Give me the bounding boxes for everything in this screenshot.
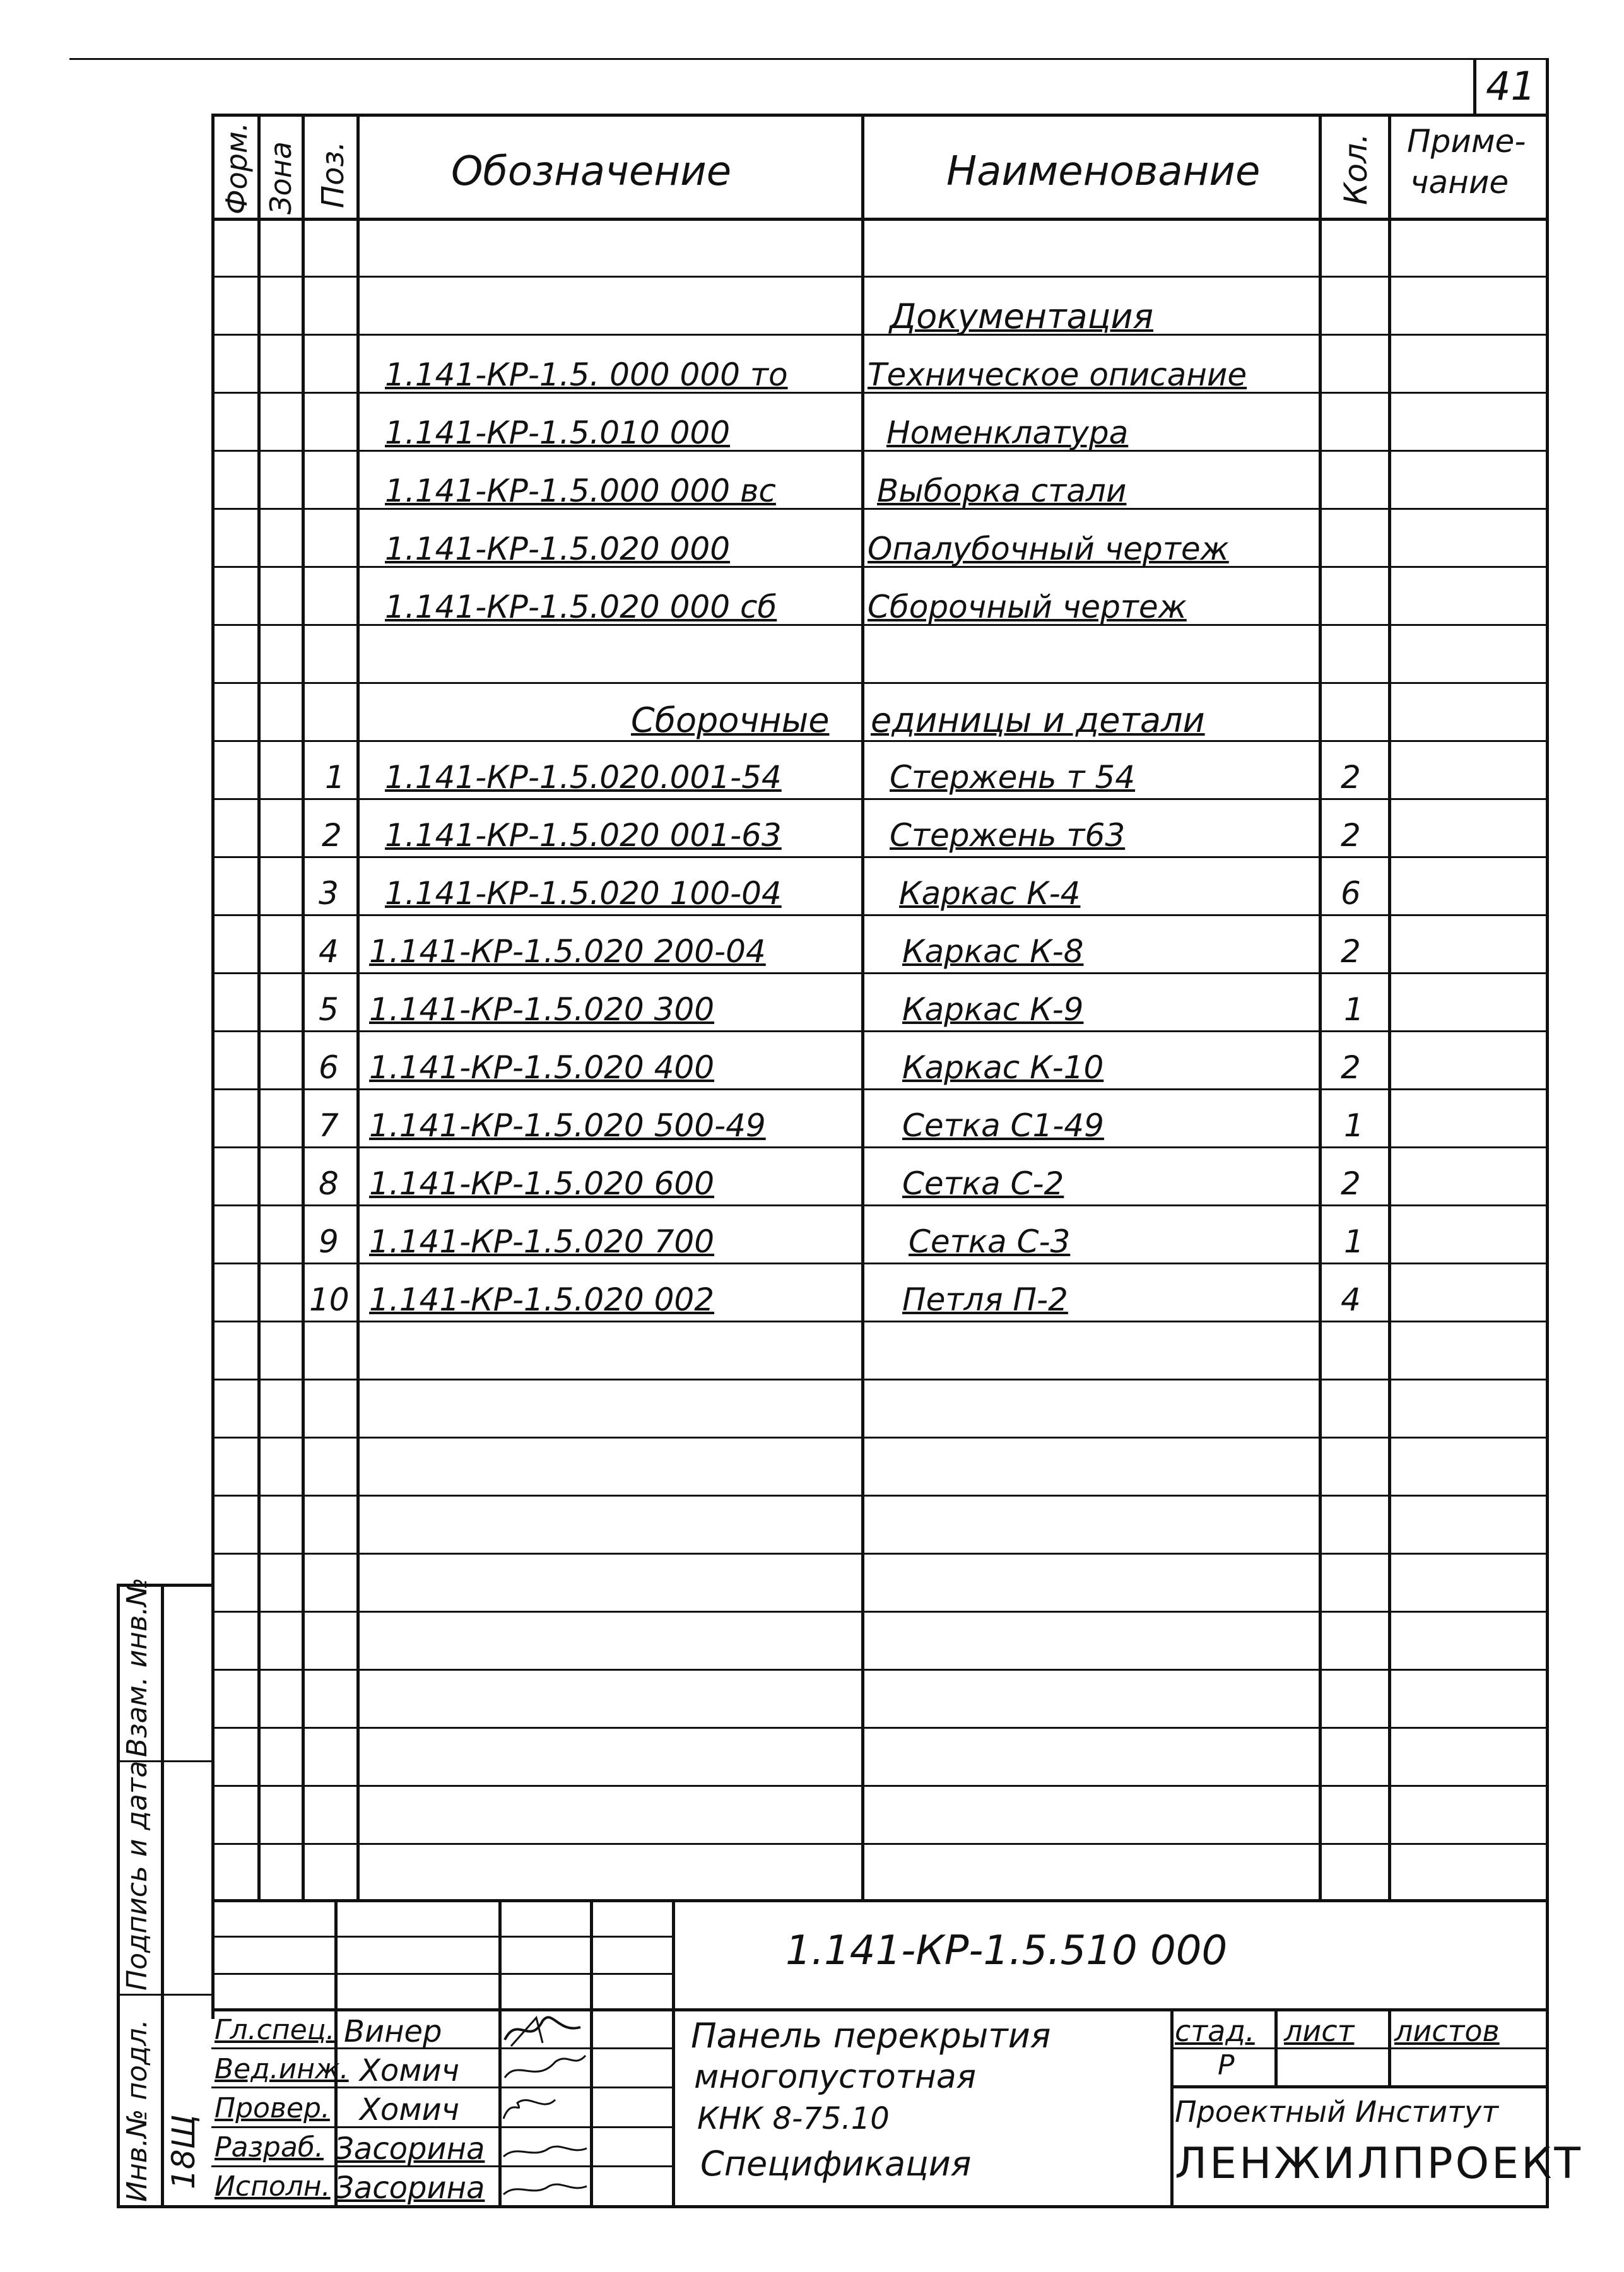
frame-right bbox=[1546, 114, 1549, 2208]
title-block-top bbox=[211, 1899, 1549, 1902]
title-line: Панель перекрытия bbox=[691, 2016, 1051, 2056]
signature-scribbles bbox=[498, 2008, 590, 2208]
title-line: Спецификация bbox=[700, 2144, 972, 2184]
part-designation: 1.141-КР-1.5.020 002 bbox=[369, 1281, 715, 1318]
col-zone-line bbox=[302, 114, 305, 1899]
doc-name: Техническое описание bbox=[868, 356, 1247, 393]
row-line bbox=[211, 1669, 1549, 1671]
signer-role: Разраб. bbox=[215, 2131, 324, 2163]
side-label-podpis: Подпись и дата bbox=[121, 1760, 153, 1991]
part-qty: 4 bbox=[1341, 1281, 1361, 1318]
stage-block-left bbox=[1170, 2008, 1174, 2208]
part-qty: 6 bbox=[1341, 875, 1361, 912]
part-designation: 1.141-КР-1.5.020 600 bbox=[369, 1165, 715, 1202]
signer-name: Винер bbox=[344, 2014, 442, 2049]
part-qty: 2 bbox=[1341, 817, 1361, 854]
institute-line2: ЛЕНЖИЛПРОЕКТ bbox=[1175, 2139, 1583, 2189]
header-form: Форм. bbox=[220, 122, 254, 215]
side-strip-divider bbox=[117, 1994, 215, 1996]
doc-designation: 1.141-КР-1.5.010 000 bbox=[385, 415, 731, 451]
doc-name: Выборка стали bbox=[877, 473, 1127, 509]
tb-col4 bbox=[672, 1899, 675, 2208]
tb-row-line bbox=[211, 2047, 675, 2049]
signer-name: Хомич bbox=[360, 2053, 460, 2088]
doc-name: Опалубочный чертеж bbox=[868, 531, 1229, 567]
row-line bbox=[211, 1321, 1549, 1322]
part-qty: 2 bbox=[1341, 1049, 1361, 1086]
frame-top bbox=[211, 114, 1549, 117]
header-note-line2: чание bbox=[1410, 164, 1509, 201]
col-pos-line bbox=[356, 114, 360, 1899]
stage-value: Р bbox=[1218, 2049, 1235, 2081]
part-designation: 1.141-КР-1.5.020 100-04 bbox=[385, 875, 782, 912]
part-designation: 1.141-КР-1.5.020.001-54 bbox=[385, 759, 782, 796]
part-name: Каркас К-9 bbox=[902, 991, 1084, 1028]
part-name: Сетка С1-49 bbox=[902, 1107, 1104, 1144]
part-designation: 1.141-КР-1.5.020 700 bbox=[369, 1223, 715, 1260]
row-line bbox=[211, 1553, 1549, 1555]
side-strip-mid bbox=[161, 1584, 164, 2208]
row-line bbox=[211, 1727, 1549, 1729]
part-pos: 10 bbox=[309, 1281, 350, 1318]
part-pos: 2 bbox=[322, 817, 342, 854]
signer-role: Гл.спец. bbox=[215, 2014, 335, 2046]
frame-left bbox=[211, 114, 215, 2019]
doc-name: Номенклатура bbox=[886, 415, 1129, 451]
side-label-inv-podl: Инв.№ подл. bbox=[121, 2019, 153, 2202]
part-name: Каркас К-4 bbox=[899, 875, 1081, 912]
row-line bbox=[211, 276, 1549, 278]
part-pos: 9 bbox=[319, 1223, 339, 1260]
signer-role: Исполн. bbox=[215, 2170, 331, 2203]
tb-row-line bbox=[211, 1936, 675, 1938]
row-line bbox=[211, 1030, 1549, 1032]
row-line bbox=[211, 1088, 1549, 1090]
side-inv-value: 18Щ bbox=[165, 2114, 202, 2189]
col-name-line bbox=[1319, 114, 1322, 1899]
doc-designation: 1.141-КР-1.5.000 000 вс bbox=[385, 473, 776, 509]
part-qty: 1 bbox=[1344, 991, 1364, 1028]
part-name: Сетка С-2 bbox=[902, 1165, 1064, 1202]
row-line bbox=[211, 1263, 1549, 1264]
section-assembly-left: Сборочные bbox=[631, 700, 830, 740]
part-designation: 1.141-КР-1.5.020 400 bbox=[369, 1049, 715, 1086]
doc-designation: 1.141-КР-1.5.020 000 bbox=[385, 531, 731, 567]
frame-bottom bbox=[117, 2205, 1549, 2208]
part-pos: 4 bbox=[319, 933, 339, 970]
section-assembly-right: единицы и детали bbox=[871, 700, 1205, 740]
part-designation: 1.141-КР-1.5.020 001-63 bbox=[385, 817, 782, 854]
sheet-number: 41 bbox=[1486, 63, 1536, 109]
row-line bbox=[211, 1204, 1549, 1206]
tb-col3 bbox=[590, 1899, 593, 2208]
stage-bottom bbox=[1170, 2085, 1549, 2088]
part-pos: 5 bbox=[319, 991, 339, 1028]
part-pos: 6 bbox=[319, 1049, 339, 1086]
drawing-code: 1.141-КР-1.5.510 000 bbox=[786, 1928, 1228, 1974]
row-line bbox=[211, 740, 1549, 742]
part-name: Сетка С-3 bbox=[909, 1223, 1071, 1260]
sheets-label: листов bbox=[1394, 2014, 1500, 2048]
header-name: Наименование bbox=[946, 148, 1261, 195]
part-qty: 2 bbox=[1341, 933, 1361, 970]
row-line bbox=[211, 798, 1549, 800]
tb-row-line bbox=[211, 1973, 675, 1975]
signer-name: Засорина bbox=[334, 2131, 485, 2167]
part-qty: 1 bbox=[1344, 1107, 1364, 1144]
header-zone: Зона bbox=[264, 141, 298, 215]
row-line bbox=[211, 334, 1549, 336]
signer-role: Провер. bbox=[215, 2092, 330, 2124]
institute-line1: Проектный Институт bbox=[1175, 2095, 1499, 2129]
row-line bbox=[211, 1379, 1549, 1380]
header-note-line1: Приме- bbox=[1407, 123, 1526, 160]
doc-name: Сборочный чертеж bbox=[868, 589, 1187, 625]
signer-name: Засорина bbox=[334, 2170, 485, 2206]
part-pos: 1 bbox=[325, 759, 345, 796]
signer-role: Вед.инж. bbox=[215, 2053, 349, 2085]
part-qty: 1 bbox=[1344, 1223, 1364, 1260]
sheet-label: лист bbox=[1284, 2014, 1355, 2048]
stage-label: стад. bbox=[1175, 2014, 1255, 2048]
row-line bbox=[211, 914, 1549, 916]
part-name: Стержень т 54 bbox=[890, 759, 1136, 796]
part-designation: 1.141-КР-1.5.020 500-49 bbox=[369, 1107, 766, 1144]
col-form-line bbox=[257, 114, 261, 1899]
part-pos: 3 bbox=[319, 875, 339, 912]
col-qty-line bbox=[1388, 114, 1391, 1899]
signer-name: Хомич bbox=[360, 2092, 460, 2128]
sheet-number-box-right bbox=[1546, 58, 1549, 115]
part-designation: 1.141-КР-1.5.020 200-04 bbox=[369, 933, 766, 970]
part-designation: 1.141-КР-1.5.020 300 bbox=[369, 991, 715, 1028]
part-qty: 2 bbox=[1341, 759, 1361, 796]
col-designation-line bbox=[861, 114, 864, 1899]
header-pos: Поз. bbox=[315, 141, 351, 208]
row-line bbox=[211, 856, 1549, 858]
row-line bbox=[211, 682, 1549, 684]
header-qty: Кол. bbox=[1338, 133, 1374, 205]
part-name: Каркас К-10 bbox=[902, 1049, 1104, 1086]
row-line bbox=[211, 1611, 1549, 1613]
section-documentation: Документация bbox=[890, 297, 1153, 336]
side-strip-left bbox=[117, 1584, 120, 2208]
row-line bbox=[211, 1437, 1549, 1439]
part-name: Петля П-2 bbox=[902, 1281, 1068, 1318]
part-name: Стержень т63 bbox=[890, 817, 1126, 854]
title-line: многопустотная bbox=[694, 2058, 977, 2096]
part-name: Каркас К-8 bbox=[902, 933, 1084, 970]
row-line bbox=[211, 1785, 1549, 1787]
row-line bbox=[211, 972, 1549, 974]
part-pos: 8 bbox=[319, 1165, 339, 1202]
row-line bbox=[211, 1495, 1549, 1497]
part-qty: 2 bbox=[1341, 1165, 1361, 1202]
row-line bbox=[211, 1843, 1549, 1845]
doc-designation: 1.141-КР-1.5. 000 000 то bbox=[385, 356, 788, 393]
sheet-number-box-left bbox=[1473, 58, 1476, 115]
title-line: КНК 8-75.10 bbox=[697, 2101, 890, 2136]
row-line bbox=[211, 1146, 1549, 1148]
header-designation: Обозначение bbox=[451, 148, 732, 195]
side-label-vzam: Взам. инв.№ bbox=[121, 1577, 153, 1757]
part-pos: 7 bbox=[319, 1107, 339, 1144]
tb-main-split bbox=[211, 2008, 1549, 2011]
doc-designation: 1.141-КР-1.5.020 000 сб bbox=[385, 589, 777, 625]
top-rule bbox=[69, 58, 1546, 60]
header-bottom-line bbox=[211, 218, 1549, 221]
